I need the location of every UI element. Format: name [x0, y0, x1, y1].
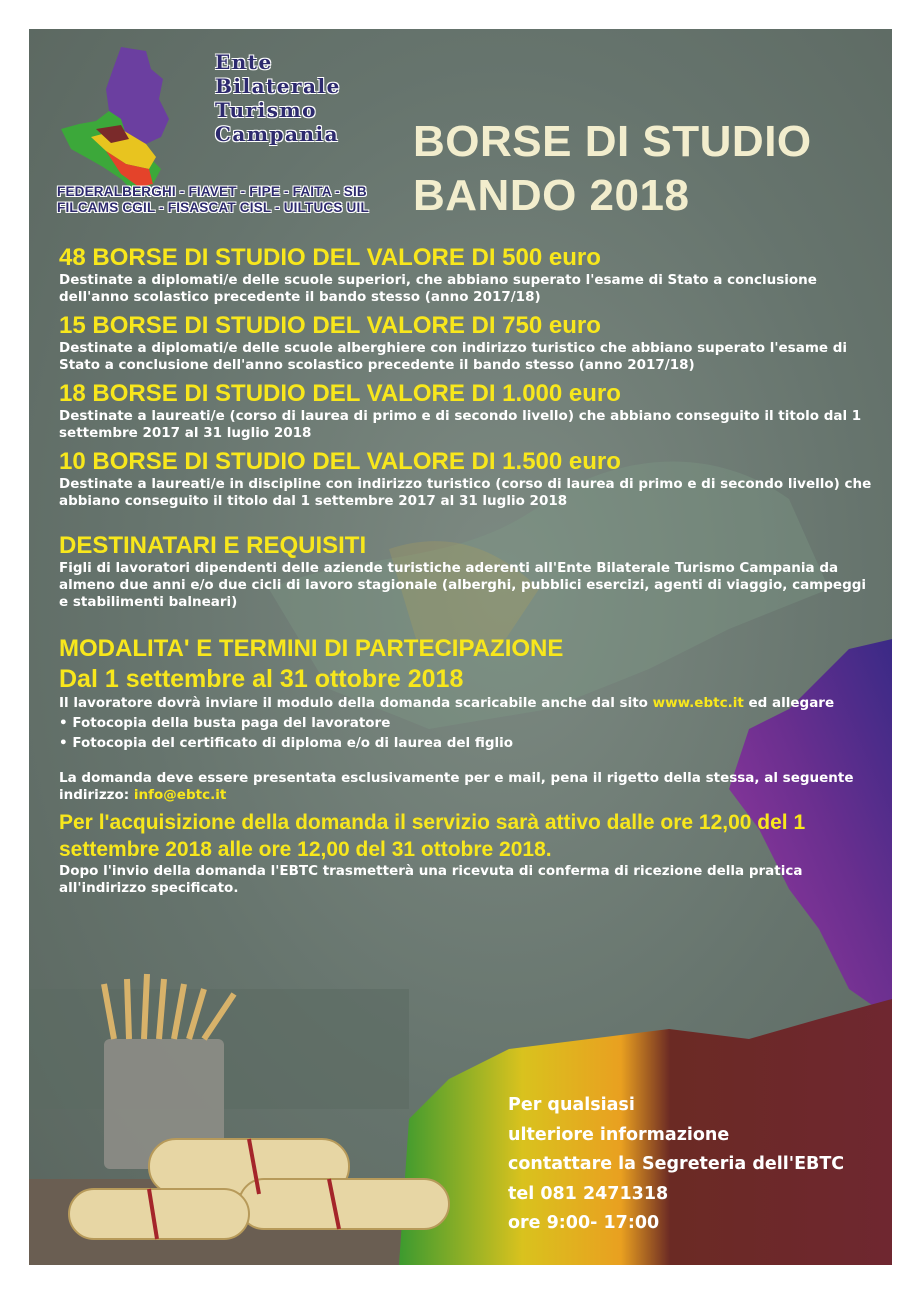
attachment-bullet-1: • Fotocopia della busta paga del lavoratore	[59, 715, 391, 731]
email-text: La domanda deve essere presentata esclusivamente per e mail, pena il rigetto della stessa, al seguente indirizzo:	[59, 770, 854, 803]
contact-line-2: ulteriore informazione	[508, 1124, 730, 1145]
org-line-3: Turismo	[215, 98, 317, 122]
email-link[interactable]: info@ebtc.it	[133, 787, 227, 803]
org-line-2: Bilaterale	[215, 74, 341, 98]
contact-line-3: contattare la Segreteria dell'EBTC	[508, 1154, 845, 1174]
page-title	[413, 115, 812, 223]
grant-4-description: Destinate a laureati/e in discipline con indirizzo turistico (corso di laurea di primo e di secondo livello) che abbiano conseguito il titolo dal 1 settembre 2017 al 31 luglio 2018	[59, 476, 872, 509]
grant-2-heading: 15 BORSE DI STUDIO DEL VALORE DI 750 euro	[59, 312, 601, 339]
grant-3-heading: 18 BORSE DI STUDIO DEL VALORE DI 1.000 euro	[59, 380, 621, 407]
grant-1-heading: 48 BORSE DI STUDIO DEL VALORE DI 500 euro	[59, 244, 601, 271]
grant-3	[59, 380, 874, 442]
grant-3-description: Destinate a laureati/e (corso di laurea di primo e di secondo livello) che abbiano conseguito il titolo dal 1 settembre 2017 al 31 luglio 2018	[59, 408, 862, 441]
campania-map-logo	[51, 39, 191, 199]
requirements-text: Figli di lavoratori dipendenti delle aziende turistiche aderenti all'Ente Bilaterale Turismo Campania da almeno due anni e/o due cicli di lavoro stagionale (alberghi, pubblici esercizi, agenti di viaggio, campeggi e stabilimenti balneari)	[59, 560, 867, 610]
contact-phone: tel 081 2471318	[508, 1183, 669, 1204]
contact-line-1: Per qualsiasi	[508, 1095, 635, 1115]
org-line-4: Campania	[215, 122, 340, 146]
intro-text-after: ed allegare	[743, 695, 835, 711]
title-line-1: BORSE DI STUDIO	[413, 117, 812, 166]
unions-line-2: FILCAMS CGIL - FISASCAT CISL - UILTUCS UIL	[57, 200, 369, 215]
poster	[29, 29, 892, 1265]
requirements-section	[59, 532, 874, 611]
attachment-bullet-2: • Fotocopia del certificato di diploma e/o di laurea del figlio	[59, 735, 514, 751]
union-affiliations	[57, 184, 369, 216]
intro-text-before: Il lavoratore dovrà inviare il modulo della domanda scaricabile anche dal sito	[59, 695, 653, 711]
grant-1	[59, 244, 874, 306]
participation-intro	[59, 695, 874, 712]
grant-1-description: Destinate a diplomati/e delle scuole superiori, che abbiano superato l'esame di Stato a conclusione dell'anno scolastico precedente il bando stesso (anno 2017/18)	[59, 272, 817, 305]
org-line-1: Ente	[215, 50, 273, 74]
organization-name	[215, 50, 341, 146]
receipt-note: Dopo l'invio della domanda l'EBTC trasmetterà una ricevuta di conferma di ricezione della pratica all'indirizzo specificato.	[59, 863, 803, 896]
grant-4	[59, 448, 874, 510]
participation-dates: Dal 1 settembre al 31 ottobre 2018	[59, 665, 464, 693]
grant-4-heading: 10 BORSE DI STUDIO DEL VALORE DI 1.500 euro	[59, 448, 621, 475]
title-line-2: BANDO 2018	[413, 171, 690, 220]
contact-info	[508, 1091, 844, 1239]
grant-2	[59, 312, 874, 374]
main-content	[59, 244, 874, 903]
requirements-heading: DESTINATARI E REQUISITI	[59, 532, 367, 559]
email-instructions	[59, 770, 874, 804]
unions-line-1: FEDERALBERGHI - FIAVET - FIPE - FAITA - SIB	[57, 184, 367, 199]
contact-hours: ore 9:00- 17:00	[508, 1213, 660, 1233]
service-notice: Per l'acquisizione della domanda il servizio sarà attivo dalle ore 12,00 del 1 settembre 2018 alle ore 12,00 del 31 ottobre 2018.	[59, 811, 806, 861]
participation-section	[59, 635, 874, 897]
participation-heading: MODALITA' E TERMINI DI PARTECIPAZIONE	[59, 635, 564, 662]
grant-2-description: Destinate a diplomati/e delle scuole alberghiere con indirizzo turistico che abbiano superato l'esame di Stato a conclusione dell'anno scolastico precedente il bando stesso (anno 2017/18)	[59, 340, 848, 373]
website-link[interactable]: www.ebtc.it	[652, 695, 744, 711]
